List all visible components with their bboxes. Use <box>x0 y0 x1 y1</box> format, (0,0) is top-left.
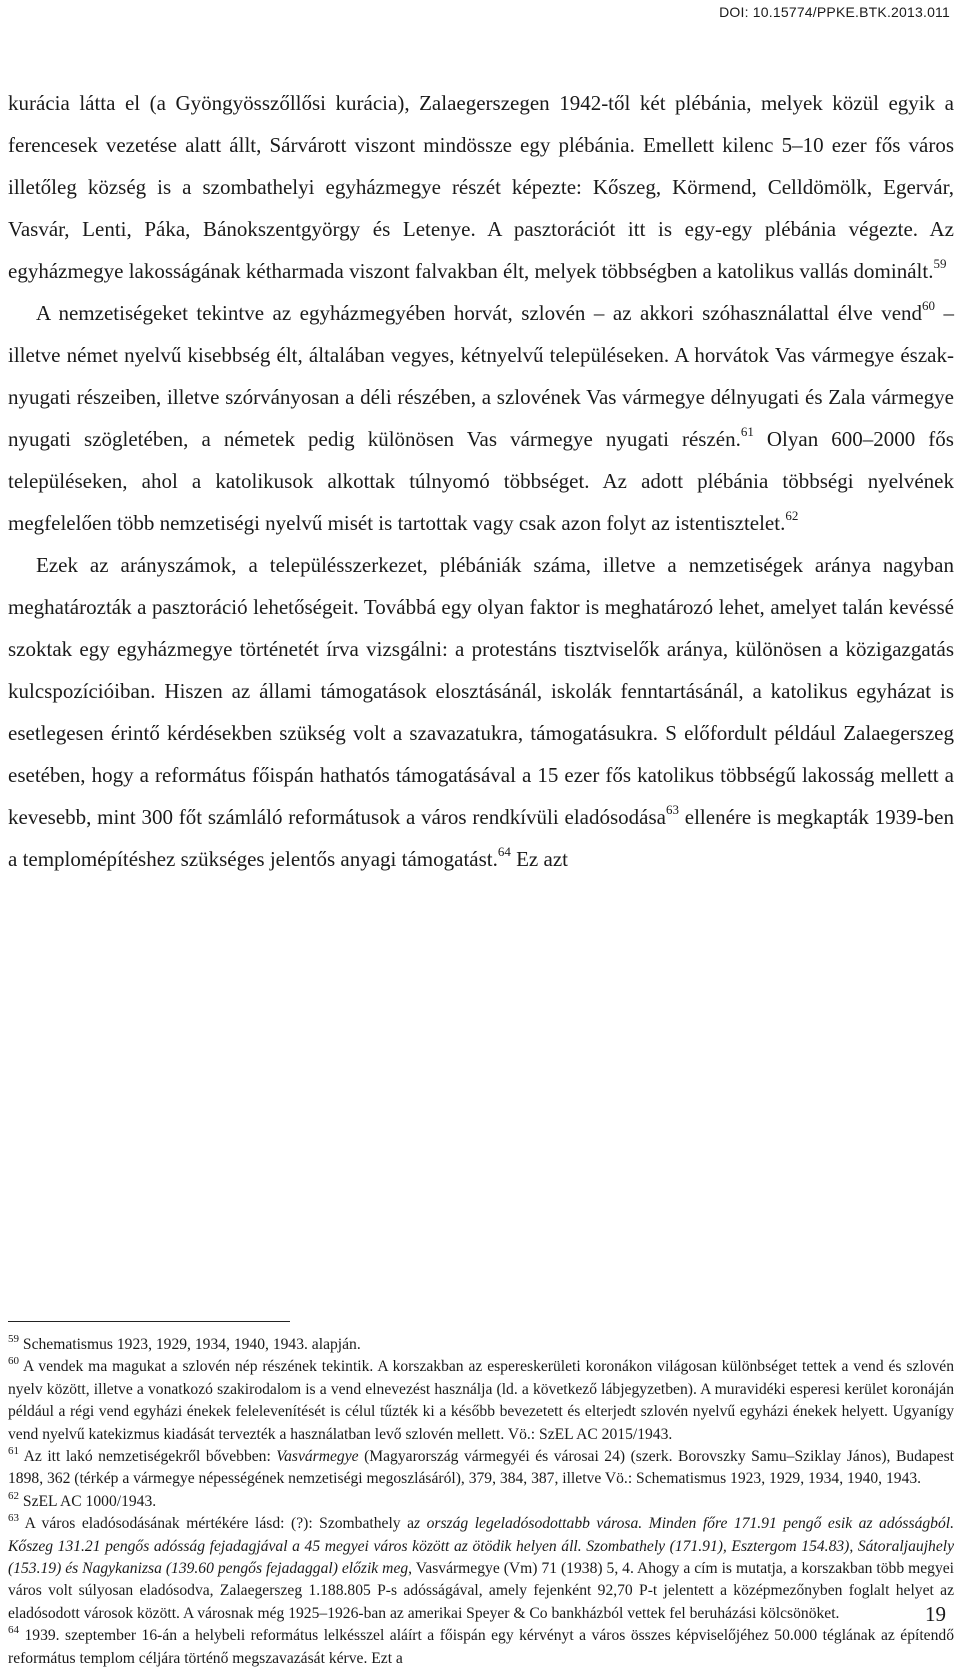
footnote-64-text: 1939. szeptember 16-án a helybeli református lelkésszel aláírt a főispán egy kérvényt a város összes képviselőjéhez 50.000 téglának az építendő református templom céljára történő megszavazását kérve. Ezt a <box>8 1627 954 1667</box>
footnote-63-text-b: , Vasvármegye (Vm) 71 (1938) 5, 4. Ahogy a cím is mutatja, a korszakban több megyei város volt súlyosan eladósodva, Zalaegerszeg 1.188.805 P-s adósságával, amely fejenként 92,70 P-t jelentett a középmezőnyben foglalt helyet az eladósodott városok között. A városnak még 1925–1926-ban az amerikai Speyer & Co bankházból vettek fel beruházási kölcsönöket. <box>8 1560 955 1622</box>
footnotes <box>8 1334 954 1670</box>
main-text <box>8 82 954 880</box>
footnote-60-text: A vendek ma magukat a szlovén nép részének tekintik. A korszakban az espereskerületi koronákon világosan különbséget tettek a vend és szlovén nyelv között, illetve a vonatkozó szakirodalom is a vend elnevezést használja (ld. a következő lábjegyzetben). A muravidéki esperesi kerület koronáján például a régi vend egyházi énekek felelevenítését is célul tűzték ki a később bevezetett és elterjedt szlovén nyelvű egyházi énekek helyett. Ugyanígy vend nyelvű katekizmus kiadását tervezték a használatban levő szlovén mellett. Vö.: SzEL AC 2015/1943. <box>8 1358 954 1443</box>
paragraph-1-text: kurácia látta el (a Gyöngyösszőllősi kurácia), Zalaegerszegen 1942-től két plébánia, melyek közül egyik a ferencesek vezetése alatt állt, Sárvárott viszont mindössze egy plébánia. Emellett kilenc 5–10 ezer fős város illetőleg község is a szombathelyi egyházmegye részét képezte: Kőszeg, Körmend, Celldömölk, Egervár, Vasvár, Lenti, Páka, Bánokszentgyörgy és Letenye. A pasztorációt itt is egy-egy plébánia végezte. Az egyházmegye lakosságának kétharmada viszont falvakban élt, melyek többségben a katolikus vallás dominált. <box>8 91 954 283</box>
paragraph-3-text-c: Ez azt <box>510 847 568 871</box>
footnote-62-text: SzEL AC 1000/1943. <box>19 1492 157 1510</box>
paragraph-3-text-b: ellenére is megkapták 1939-ben a templomépítéshez szükséges jelentős anyagi támogatást. <box>8 805 955 871</box>
footnote-63 <box>8 1513 954 1625</box>
footnote-59 <box>8 1334 954 1356</box>
footnote-61-text-b: (Magyarország vármegyéi és városai 24) (szerk. Borovszky Samu–Sziklay János), Budapest 1898, 362 (térkép a vármegye népességének nemzetiségi megoszlásáról), 379, 384, 387, illetve Vö.: Schematismus 1923, 1929, 1934, 1940, 1943. <box>8 1448 954 1488</box>
footnote-62-number: 62 <box>8 1489 19 1502</box>
paragraph-3-text-a: Ezek az arányszámok, a településszerkezet, plébániák száma, illetve a nemzetiségek aránya nagyban meghatározták a pasztoráció lehetőségeit. Továbbá egy olyan faktor is meghatározó lehet, amelyet talán kevéssé szoktak egy egyházmegye történetét írva vizsgálni: a protestáns tisztviselők aránya, különösen a közigazgatás kulcspozícióiban. Hiszen az állami támogatások elosztásánál, iskolák fenntartásánál, a katolikus egyházat is esetlegesen érintő kérdésekben szükség volt a szavazatukra, támogatásukra. S előfordult például Zalaegerszeg esetében, hogy a református főispán hathatós támogatásával a 15 ezer fős katolikus többségű lakosság mellett a kevesebb, mint 300 főt számláló reformátusok a város rendkívüli eladósodása <box>8 553 954 829</box>
footnote-61-number: 61 <box>8 1444 19 1457</box>
footnote-ref-63: 63 <box>665 802 679 817</box>
page-number: 19 <box>925 1602 946 1626</box>
footnote-62 <box>8 1491 954 1513</box>
doi-header: DOI: 10.15774/PPKE.BTK.2013.011 <box>719 4 950 20</box>
footnote-60 <box>8 1356 954 1446</box>
footnote-ref-62: 62 <box>785 508 799 523</box>
footnote-ref-64: 64 <box>497 844 511 859</box>
footnote-60-number: 60 <box>8 1355 19 1368</box>
paragraph-2-text-a: A nemzetiségeket tekintve az egyházmegyében horvát, szlovén – az akkori szóhasználattal élve vend <box>36 301 923 325</box>
footnote-59-text: Schematismus 1923, 1929, 1934, 1940, 1943. alapján. <box>19 1336 361 1353</box>
footnote-ref-61: 61 <box>740 424 754 439</box>
paragraph-1 <box>8 82 954 292</box>
footnote-61-text-a: Az itt lakó nemzetiségekről bővebben: <box>19 1448 277 1466</box>
paragraph-2-text-b: – illetve német nyelvű kisebbség élt, általában vegyes, kétnyelvű településeken. A horvátok Vas vármegye észak-nyugati részeiben, illetve szórványosan a déli részében, a szlovének Vas vármegye délnyugati és Zala vármegye nyugati szögletében, a németek pedig különösen Vas vármegye nyugati részén. <box>8 301 954 451</box>
footnote-separator <box>8 1321 290 1322</box>
footnote-59-number: 59 <box>8 1332 19 1345</box>
footnote-63-text-a: A város eladósodásának mértékére lásd: (?): Szombathely a <box>19 1515 415 1533</box>
paragraph-2-text-c: Olyan 600–2000 fős településeken, ahol a katolikusok alkottak túlnyomó többséget. Az adott plébánia többségi nyelvének megfelelően több nemzetiségi nyelvű misét is tartottak vagy csak azon folyt az istentisztelet. <box>8 427 954 535</box>
footnote-61 <box>8 1446 954 1491</box>
footnote-64-number: 64 <box>8 1624 19 1637</box>
paragraph-2 <box>8 292 954 544</box>
footnote-63-number: 63 <box>8 1512 19 1525</box>
footnote-63-italic: z ország legeladósodottabb városa. Minden főre 171.91 pengő esik az adósságból. Kőszeg 131.21 pengős adósság fejadagjával a 45 megyei város között az ötödik helyen áll. Szombathely (171.91), Esztergom 154.83), Sátoraljaujhely (153.19) és Nagykanizsa (139.60 pengős fejadaggal) előzik meg <box>8 1515 954 1578</box>
paragraph-3 <box>8 544 954 880</box>
footnote-ref-59: 59 <box>933 256 947 271</box>
footnote-64 <box>8 1625 954 1670</box>
footnote-61-italic: Vasvármegye <box>276 1448 359 1466</box>
footnote-ref-60: 60 <box>922 298 936 313</box>
